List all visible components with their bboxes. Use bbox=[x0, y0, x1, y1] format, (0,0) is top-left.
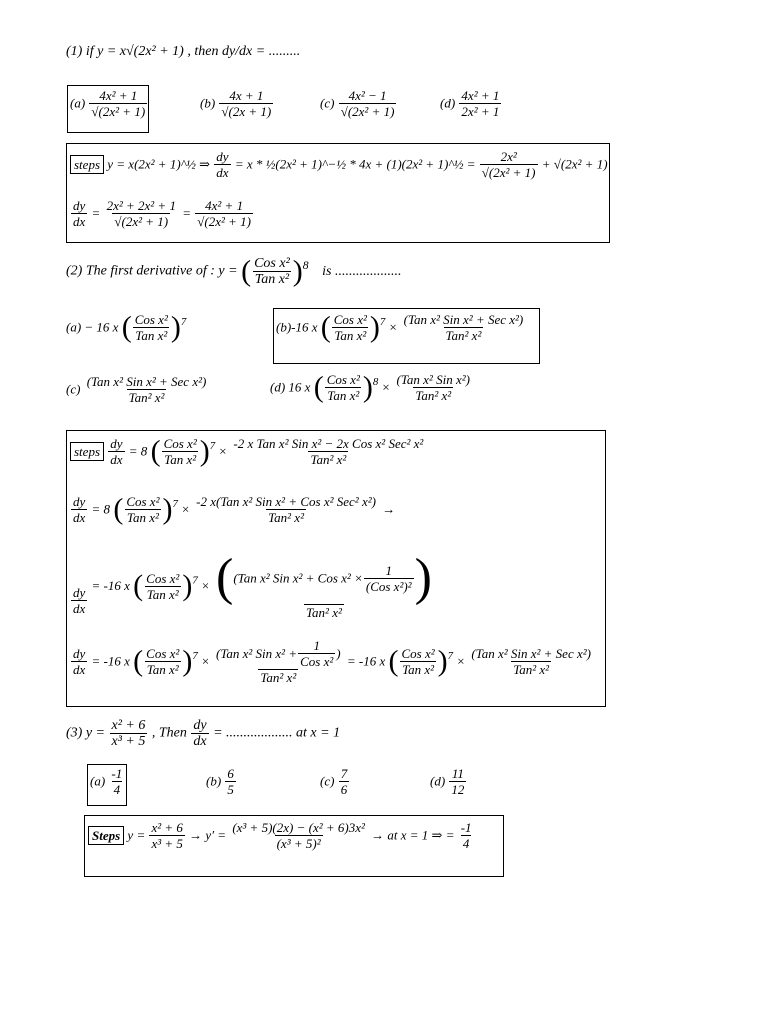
numerator: dy bbox=[216, 149, 229, 164]
denominator: Tan² x² bbox=[306, 605, 342, 620]
denominator: Tan² x² bbox=[260, 670, 297, 685]
paren: ) bbox=[437, 644, 448, 678]
numerator: 4x² − 1 bbox=[348, 88, 387, 103]
option-1c bbox=[320, 88, 397, 119]
denominator: Tan² x² bbox=[128, 390, 165, 405]
paren: ) bbox=[199, 434, 210, 468]
numerator: -1 bbox=[111, 766, 123, 781]
numerator: 4x² + 1 bbox=[461, 88, 500, 103]
option-label: (d) 16 x bbox=[270, 379, 311, 395]
denominator: Tan x² bbox=[135, 328, 168, 343]
denominator: Tan x² bbox=[146, 662, 179, 677]
option-3d bbox=[430, 766, 467, 797]
denominator: (Cos x²)² bbox=[365, 578, 412, 594]
question-2-text: is ................... bbox=[322, 263, 402, 279]
paren: ) bbox=[182, 644, 193, 678]
paren: ) bbox=[162, 492, 173, 526]
math-text: → at x = 1 ⇒ = bbox=[371, 827, 455, 843]
denominator: Tan x² bbox=[164, 452, 197, 467]
fraction bbox=[339, 766, 350, 797]
fraction bbox=[298, 638, 335, 669]
option-label: (c) bbox=[320, 773, 335, 789]
math-text: y = x(2x² + 1)^½ ⇒ bbox=[107, 156, 211, 172]
fraction bbox=[469, 646, 593, 677]
steps-1-line-1 bbox=[70, 149, 608, 180]
paren: ( bbox=[241, 254, 252, 288]
numerator: Cos x² bbox=[134, 312, 168, 327]
denominator: dx bbox=[110, 452, 123, 467]
denominator: √(2x² + 1) bbox=[197, 214, 251, 229]
times: × bbox=[381, 379, 391, 395]
math-text: = -16 x bbox=[346, 653, 386, 669]
fraction bbox=[339, 88, 397, 119]
math-text: + √(2x² + 1) bbox=[541, 156, 608, 172]
option-label: (a) bbox=[70, 95, 86, 111]
fraction bbox=[214, 549, 434, 620]
denominator: 2x² + 1 bbox=[461, 104, 500, 119]
steps-1-line-2 bbox=[70, 198, 254, 229]
numerator: Cos x² bbox=[146, 646, 180, 661]
fraction bbox=[162, 436, 199, 467]
steps-2-line-3 bbox=[70, 549, 435, 620]
equals: = bbox=[91, 205, 101, 221]
denominator: dx bbox=[73, 214, 86, 229]
steps-2-line-4 bbox=[70, 638, 594, 685]
fraction bbox=[144, 646, 181, 677]
fraction bbox=[219, 88, 273, 119]
exponent: 8 bbox=[302, 259, 309, 273]
fraction bbox=[364, 563, 414, 594]
equals: = bbox=[182, 205, 191, 221]
question-2-text: (2) The first derivative of : y = bbox=[66, 263, 238, 279]
option-label: (a) − 16 x bbox=[66, 319, 119, 335]
paren: ) bbox=[170, 310, 181, 344]
fraction bbox=[231, 436, 425, 467]
fraction bbox=[133, 312, 170, 343]
arrow: → bbox=[382, 501, 396, 517]
numerator: (Tan x² Sin x² + Sec x²) bbox=[403, 312, 524, 327]
fraction bbox=[110, 718, 148, 749]
paren: ) bbox=[369, 310, 380, 344]
fraction bbox=[332, 312, 369, 343]
fraction bbox=[214, 638, 343, 685]
fraction bbox=[459, 88, 501, 119]
dydx-fraction bbox=[71, 585, 87, 616]
exponent: 7 bbox=[209, 440, 216, 453]
denominator: Tan² x² bbox=[310, 452, 347, 467]
numerator: x² + 6 bbox=[111, 718, 146, 733]
option-3b bbox=[206, 766, 237, 797]
times: × bbox=[200, 653, 210, 669]
numerator: (Tan x² Sin x² + Sec x²) bbox=[471, 646, 591, 661]
option-label: (b) bbox=[200, 95, 216, 111]
denominator: √(2x² + 1) bbox=[114, 214, 169, 229]
exponent: 7 bbox=[379, 316, 386, 329]
numerator: Cos x² bbox=[401, 646, 435, 661]
exponent: 7 bbox=[192, 574, 198, 587]
fraction bbox=[89, 88, 147, 119]
fraction bbox=[85, 374, 209, 405]
fraction bbox=[225, 766, 236, 797]
option-label: (c) bbox=[66, 381, 81, 397]
denominator: Tan x² bbox=[146, 586, 179, 602]
denominator: Tan x² bbox=[126, 510, 159, 525]
exponent: 7 bbox=[180, 316, 187, 329]
math-text: y = bbox=[127, 827, 146, 843]
denominator: 12 bbox=[451, 782, 465, 797]
denominator: Tan² x² bbox=[415, 388, 452, 403]
exponent: 7 bbox=[447, 650, 454, 663]
option-label: (d) bbox=[440, 95, 456, 111]
option-label: (d) bbox=[430, 773, 446, 789]
numerator: Cos x² bbox=[163, 436, 197, 451]
steps-tag: steps bbox=[70, 155, 104, 174]
question-1-text: (1) if y = x√(2x² + 1) , then dy/dx = ......... bbox=[66, 44, 301, 59]
math-text: = x * ½(2x² + 1)^−½ * 4x + (1)(2x² + 1)^½ = bbox=[234, 156, 476, 172]
numerator: 1 bbox=[313, 638, 320, 653]
denominator: 6 bbox=[340, 782, 348, 797]
paren: ) bbox=[182, 569, 193, 602]
math-text: → y′ = bbox=[189, 827, 227, 843]
numerator: Cos x² bbox=[333, 312, 367, 327]
denominator: x³ + 5 bbox=[111, 734, 146, 749]
question-2 bbox=[66, 256, 401, 287]
times: × bbox=[218, 443, 228, 459]
dydx-fraction bbox=[71, 646, 87, 677]
paren: ) bbox=[414, 549, 432, 606]
numerator: 4x + 1 bbox=[229, 88, 264, 103]
dydx-fraction bbox=[71, 494, 87, 525]
steps-tag: steps bbox=[70, 442, 104, 461]
denominator: √(2x² + 1) bbox=[340, 104, 395, 119]
option-label: (b)-16 x bbox=[276, 319, 318, 335]
numerator: -1 bbox=[460, 820, 472, 835]
times: × bbox=[200, 578, 210, 593]
dydx-fraction bbox=[191, 718, 208, 749]
paren: ) bbox=[336, 646, 341, 661]
option-label: (c) bbox=[320, 95, 335, 111]
numerator: 4x² + 1 bbox=[99, 88, 138, 103]
math-text: = -16 x bbox=[91, 578, 130, 593]
math-text: = 8 bbox=[91, 501, 111, 517]
fraction bbox=[399, 646, 436, 677]
denominator: 4 bbox=[462, 836, 470, 851]
paren: ( bbox=[133, 569, 144, 602]
paren: ( bbox=[388, 644, 399, 678]
exponent: 7 bbox=[172, 498, 178, 511]
question-3 bbox=[66, 718, 340, 749]
option-label: (b) bbox=[206, 773, 222, 789]
question-3-text: = ................... at x = 1 bbox=[213, 725, 341, 741]
paren: ) bbox=[362, 370, 373, 404]
option-2a bbox=[66, 312, 186, 343]
denominator: Cos x² bbox=[300, 654, 334, 669]
option-2c bbox=[66, 374, 209, 405]
denominator: Tan² x² bbox=[445, 328, 482, 343]
denominator: dx bbox=[73, 600, 86, 616]
paren: ( bbox=[313, 370, 324, 404]
numerator: Cos x² bbox=[146, 570, 180, 586]
numerator: dy bbox=[73, 494, 86, 509]
fraction bbox=[459, 820, 474, 851]
paren: ( bbox=[113, 492, 124, 526]
denominator: Tan x² bbox=[402, 662, 435, 677]
option-2d bbox=[270, 372, 473, 403]
numerator: 1 bbox=[385, 562, 392, 578]
steps-tag: Steps bbox=[88, 826, 124, 845]
dydx-fraction bbox=[71, 198, 87, 229]
paren: ( bbox=[133, 644, 144, 678]
fraction bbox=[252, 256, 292, 287]
option-1a bbox=[70, 88, 148, 119]
fraction bbox=[195, 198, 253, 229]
denominator: 5 bbox=[227, 782, 234, 797]
times: × bbox=[456, 653, 466, 669]
denominator: dx bbox=[216, 165, 229, 180]
math-text: = -16 x bbox=[91, 653, 130, 669]
denominator: dx bbox=[73, 662, 86, 677]
numerator: -2 x(Tan x² Sin x² + Cos x² Sec² x²) bbox=[196, 494, 376, 509]
denominator: x³ + 5 bbox=[151, 836, 183, 851]
fraction bbox=[144, 571, 181, 602]
numerator: dy bbox=[193, 718, 207, 733]
option-3a bbox=[90, 766, 125, 797]
numerator: (x³ + 5)(2x) − (x² + 6)3x² bbox=[232, 820, 365, 835]
denominator: √(2x + 1) bbox=[221, 104, 272, 119]
fraction bbox=[194, 494, 378, 525]
times: × bbox=[181, 501, 190, 517]
fraction bbox=[449, 766, 466, 797]
numerator: dy bbox=[73, 584, 86, 600]
fraction bbox=[230, 820, 367, 851]
steps-2-line-1 bbox=[70, 436, 426, 467]
math-text: (Tan x² Sin x² + bbox=[216, 646, 298, 661]
times: × bbox=[388, 319, 398, 335]
numerator: 11 bbox=[451, 766, 464, 781]
fraction bbox=[149, 820, 184, 851]
denominator: Tan² x² bbox=[268, 510, 304, 525]
fraction bbox=[402, 312, 526, 343]
denominator: (x³ + 5)² bbox=[276, 836, 321, 851]
numerator: dy bbox=[73, 198, 86, 213]
fraction bbox=[109, 766, 124, 797]
fraction bbox=[480, 149, 538, 180]
denominator: Tan x² bbox=[334, 328, 367, 343]
numerator bbox=[214, 638, 343, 669]
numerator bbox=[214, 549, 434, 606]
option-label: (a) bbox=[90, 773, 106, 789]
numerator: (Tan x² Sin x²) bbox=[396, 372, 470, 387]
paren: ( bbox=[150, 434, 161, 468]
exponent: 8 bbox=[372, 376, 379, 389]
numerator: 4x² + 1 bbox=[205, 198, 244, 213]
numerator: 2x² + 2x² + 1 bbox=[106, 198, 176, 213]
fraction bbox=[124, 494, 161, 525]
numerator: 7 bbox=[340, 766, 348, 781]
numerator: dy bbox=[110, 436, 123, 451]
steps-3-line bbox=[88, 820, 475, 851]
numerator: (Tan x² Sin x² + Sec x²) bbox=[86, 374, 207, 389]
dydx-fraction bbox=[214, 149, 230, 180]
question-1 bbox=[66, 44, 300, 60]
denominator: Tan x² bbox=[327, 388, 360, 403]
numerator: 2x² bbox=[500, 149, 517, 164]
denominator: √(2x² + 1) bbox=[91, 104, 146, 119]
denominator: dx bbox=[73, 510, 86, 525]
paren: ( bbox=[320, 310, 331, 344]
numerator: Cos x² bbox=[126, 494, 160, 509]
denominator: dx bbox=[193, 734, 207, 749]
paren: ( bbox=[216, 549, 234, 606]
paren: ) bbox=[292, 254, 303, 288]
denominator: √(2x² + 1) bbox=[481, 165, 536, 180]
denominator: Tan² x² bbox=[513, 662, 550, 677]
numerator: x² + 6 bbox=[151, 820, 183, 835]
option-2b bbox=[276, 312, 526, 343]
numerator: dy bbox=[73, 646, 86, 661]
numerator: Cos x² bbox=[254, 256, 290, 271]
paren: ( bbox=[121, 310, 132, 344]
question-3-text: , Then bbox=[151, 725, 187, 741]
option-1d bbox=[440, 88, 502, 119]
numerator: -2 x Tan x² Sin x² − 2x Cos x² Sec² x² bbox=[233, 436, 424, 451]
numerator: Cos x² bbox=[326, 372, 360, 387]
steps-2-line-2 bbox=[70, 494, 395, 525]
fraction bbox=[105, 198, 178, 229]
math-text: (Tan x² Sin x² + Cos x² × bbox=[233, 570, 363, 586]
dydx-fraction bbox=[108, 436, 124, 467]
fraction bbox=[395, 372, 472, 403]
math-text: = 8 bbox=[128, 443, 148, 459]
denominator: Tan x² bbox=[254, 272, 290, 287]
option-1b bbox=[200, 88, 274, 119]
numerator: 6 bbox=[227, 766, 234, 781]
denominator: 4 bbox=[113, 782, 121, 797]
fraction bbox=[325, 372, 362, 403]
option-3c bbox=[320, 766, 350, 797]
question-3-text: (3) y = bbox=[66, 725, 105, 741]
exponent: 7 bbox=[192, 650, 198, 663]
